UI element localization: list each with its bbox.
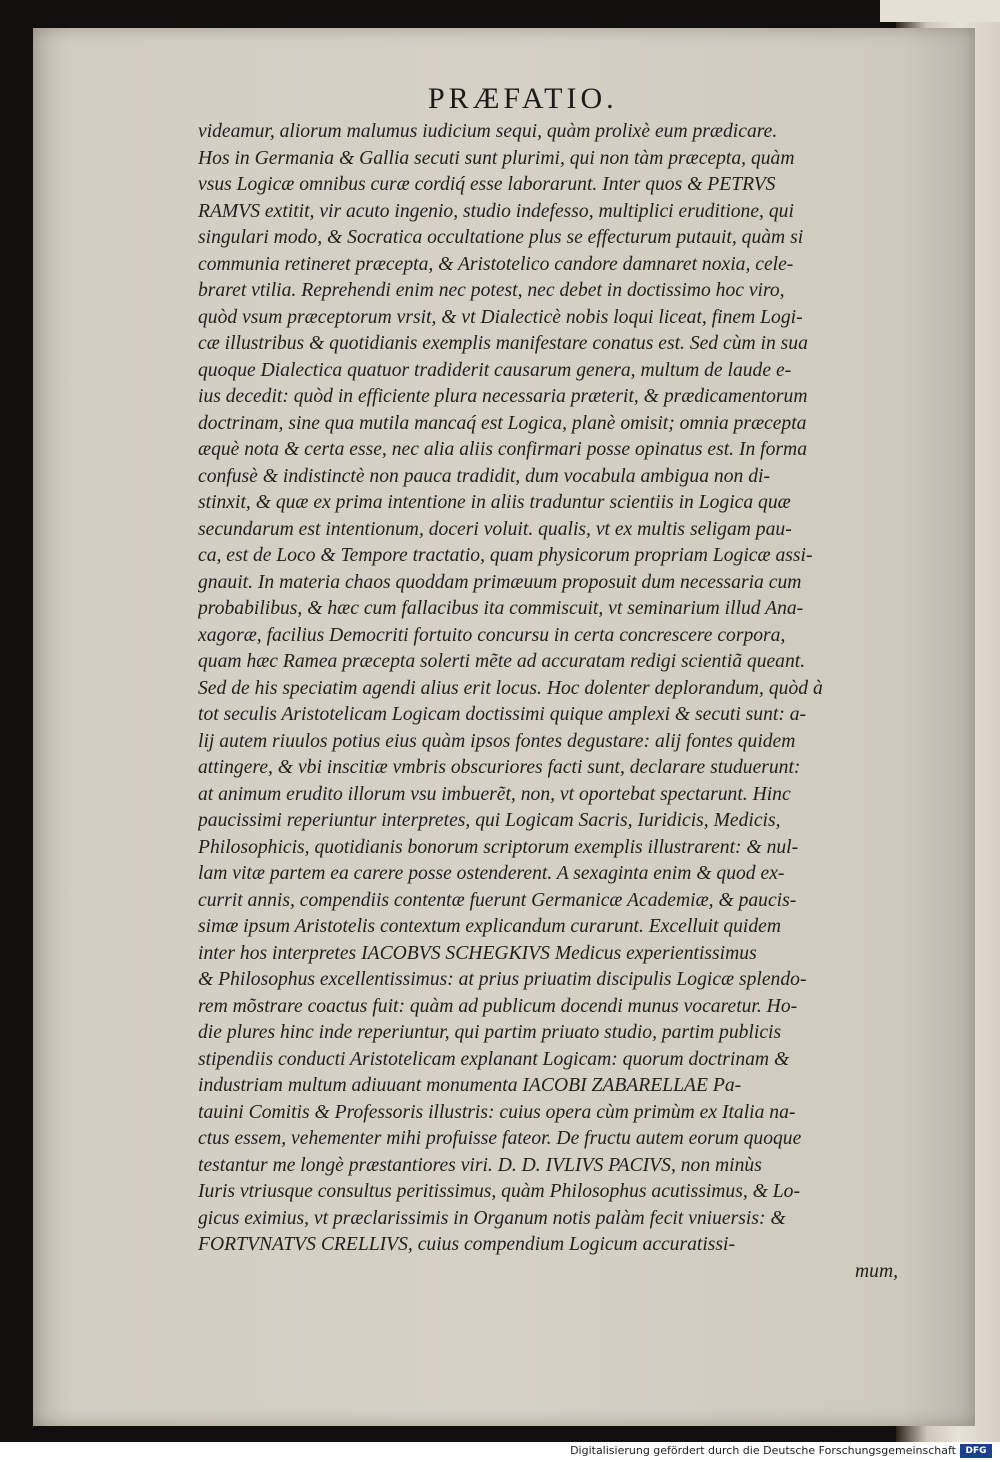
text-line: stinxit, & quæ ex prima intentione in aliis traduntur scientiis in Logica quæ xyxy=(198,492,791,513)
text-line: gnauit. In materia chaos quoddam primæuum proposuit dum necessaria cum xyxy=(198,571,802,593)
text-line: æquè nota & certa esse, nec alia aliis confirmari posse opinatus est. In forma xyxy=(198,439,807,460)
text-line: Sed de his speciatim agendi alius erit locus. Hoc dolenter deplorandum, quòd à xyxy=(198,677,823,699)
text-line: currit annis, compendiis contentæ fuerunt Germanicæ Academiæ, & paucis- xyxy=(198,889,797,911)
text-line: lam vitæ partem ea carere posse ostenderent. A sexaginta enim & quod ex- xyxy=(198,863,785,884)
text-line: lij autem riuulos potius eius quàm ipsos fontes degustare: alij fontes quidem xyxy=(198,730,796,752)
text-line: at animum erudito illorum vsu imbuerẽt, non, vt oportebat spectarunt. Hinc xyxy=(198,783,791,805)
body-text xyxy=(198,119,908,1285)
text-line: xagoræ, facilius Democriti fortuito concursu in certa concrescere corpora, xyxy=(198,624,786,646)
text-line: probabilibus, & hæc cum fallacibus ita commiscuit, vt seminarium illud Ana- xyxy=(198,598,804,619)
text-line: singulari modo, & Socratica occultatione plus se effecturum putauit, quàm si xyxy=(198,227,804,248)
text-line: quoque Dialectica quatuor tradiderit causarum genera, multum de laude e- xyxy=(198,359,792,381)
text-line: FORTVNATVS CRELLIVS, cuius compendium Logicum accuratissi- xyxy=(198,1234,735,1255)
text-line: ctus essem, vehementer mihi profuisse fateor. De fructu autem eorum quoque xyxy=(198,1128,802,1149)
text-line: confusè & indistinctè non pauca tradidit, dum vocabula ambigua non di- xyxy=(198,465,770,487)
text-line: communia retineret præcepta, & Aristotelico candore damnaret noxia, cele- xyxy=(198,253,794,275)
footer-credit: Digitalisierung gefördert durch die Deutsche Forschungsgemeinschaft xyxy=(570,1444,956,1457)
text-line: quòd vsum præceptorum vrsit, & vt Dialecticè nobis loqui liceat, finem Logi- xyxy=(198,306,803,328)
text-line: inter hos interpretes IACOBVS SCHEGKIVS Medicus experientissimus xyxy=(198,942,757,964)
text-line: gicus eximius, vt præclarissimis in Organum notis palàm fecit vniuersis: & xyxy=(198,1207,786,1229)
text-line: mum, xyxy=(855,1260,898,1282)
text-line: RAMVS extitit, vir acuto ingenio, studio indefesso, multiplici eruditione, qui xyxy=(198,200,794,222)
text-line: quam hæc Ramea præcepta solerti mẽte ad accuratam redigi scientiã queant. xyxy=(198,651,806,672)
text-line: paucissimi reperiuntur interpretes, qui Logicam Sacris, Iuridicis, Medicis, xyxy=(198,810,781,831)
text-line: tot seculis Aristotelicam Logicam doctissimi quique amplexi & secuti sunt: a- xyxy=(198,704,807,725)
text-line: testantur me longè præstantiores viri. D. D. IVLIVS PACIVS, non minùs xyxy=(198,1154,762,1176)
text-line: secundarum est intentionum, doceri voluit. qualis, vt ex multis seligam pau- xyxy=(198,518,792,540)
book-edge-top xyxy=(880,0,1000,22)
text-line: tauini Comitis & Professoris illustris: cuius opera cùm primùm ex Italia na- xyxy=(198,1101,796,1123)
text-line: vsus Logicæ omnibus curæ cordiq́ esse laborarunt. Inter quos & PETRVS xyxy=(198,174,776,195)
text-line: Philosophicis, quotidianis bonorum scriptorum exemplis illustrarent: & nul- xyxy=(198,836,799,858)
dfg-logo: DFG xyxy=(960,1444,992,1458)
text-line: rem mõstrare coactus fuit: quàm ad publicum docendi munus vocaretur. Ho- xyxy=(198,995,798,1017)
text-line: Hos in Germania & Gallia secuti sunt plurimi, qui non tàm præcepta, quàm xyxy=(198,147,795,169)
text-line: videamur, aliorum malumus iudicium sequi, quàm prolixè eum prædicare. xyxy=(198,121,778,142)
text-line: Iuris vtriusque consultus peritissimus, quàm Philosophus acutissimus, & Lo- xyxy=(198,1181,800,1202)
text-line: simæ ipsum Aristotelis contextum explicandum curarunt. Excelluit quidem xyxy=(198,916,782,937)
text-line: braret vtilia. Reprehendi enim nec potest, nec debet in doctissimo hoc viro, xyxy=(198,280,785,301)
text-line: attingere, & vbi inscitiæ vmbris obscuriores facti sunt, declarare studuerunt: xyxy=(198,757,801,778)
text-line: & Philosophus excellentissimus: at prius priuatim discipulis Logicæ splendo- xyxy=(198,969,807,990)
running-head: PRÆFATIO. xyxy=(428,82,618,115)
text-line: industriam multum adiuuant monumenta IACOBI ZABARELLAE Pa- xyxy=(198,1075,742,1096)
text-line: ius decedit: quòd in efficiente plura necessaria præterit, & prædicamentorum xyxy=(198,386,808,407)
text-line: cæ illustribus & quotidianis exemplis manifestare conatus est. Sed cùm in sua xyxy=(198,333,808,354)
text-line: stipendiis conducti Aristotelicam explanant Logicam: quorum doctrinam & xyxy=(198,1048,790,1070)
text-line: die plures hinc inde reperiuntur, qui partim priuato studio, partim publicis xyxy=(198,1022,782,1043)
text-line: doctrinam, sine qua mutila mancaq́ est Logica, planè omisit; omnia præcepta xyxy=(198,412,807,434)
text-line: ca, est de Loco & Tempore tractatio, quam physicorum propriam Logicæ assi- xyxy=(198,545,813,566)
